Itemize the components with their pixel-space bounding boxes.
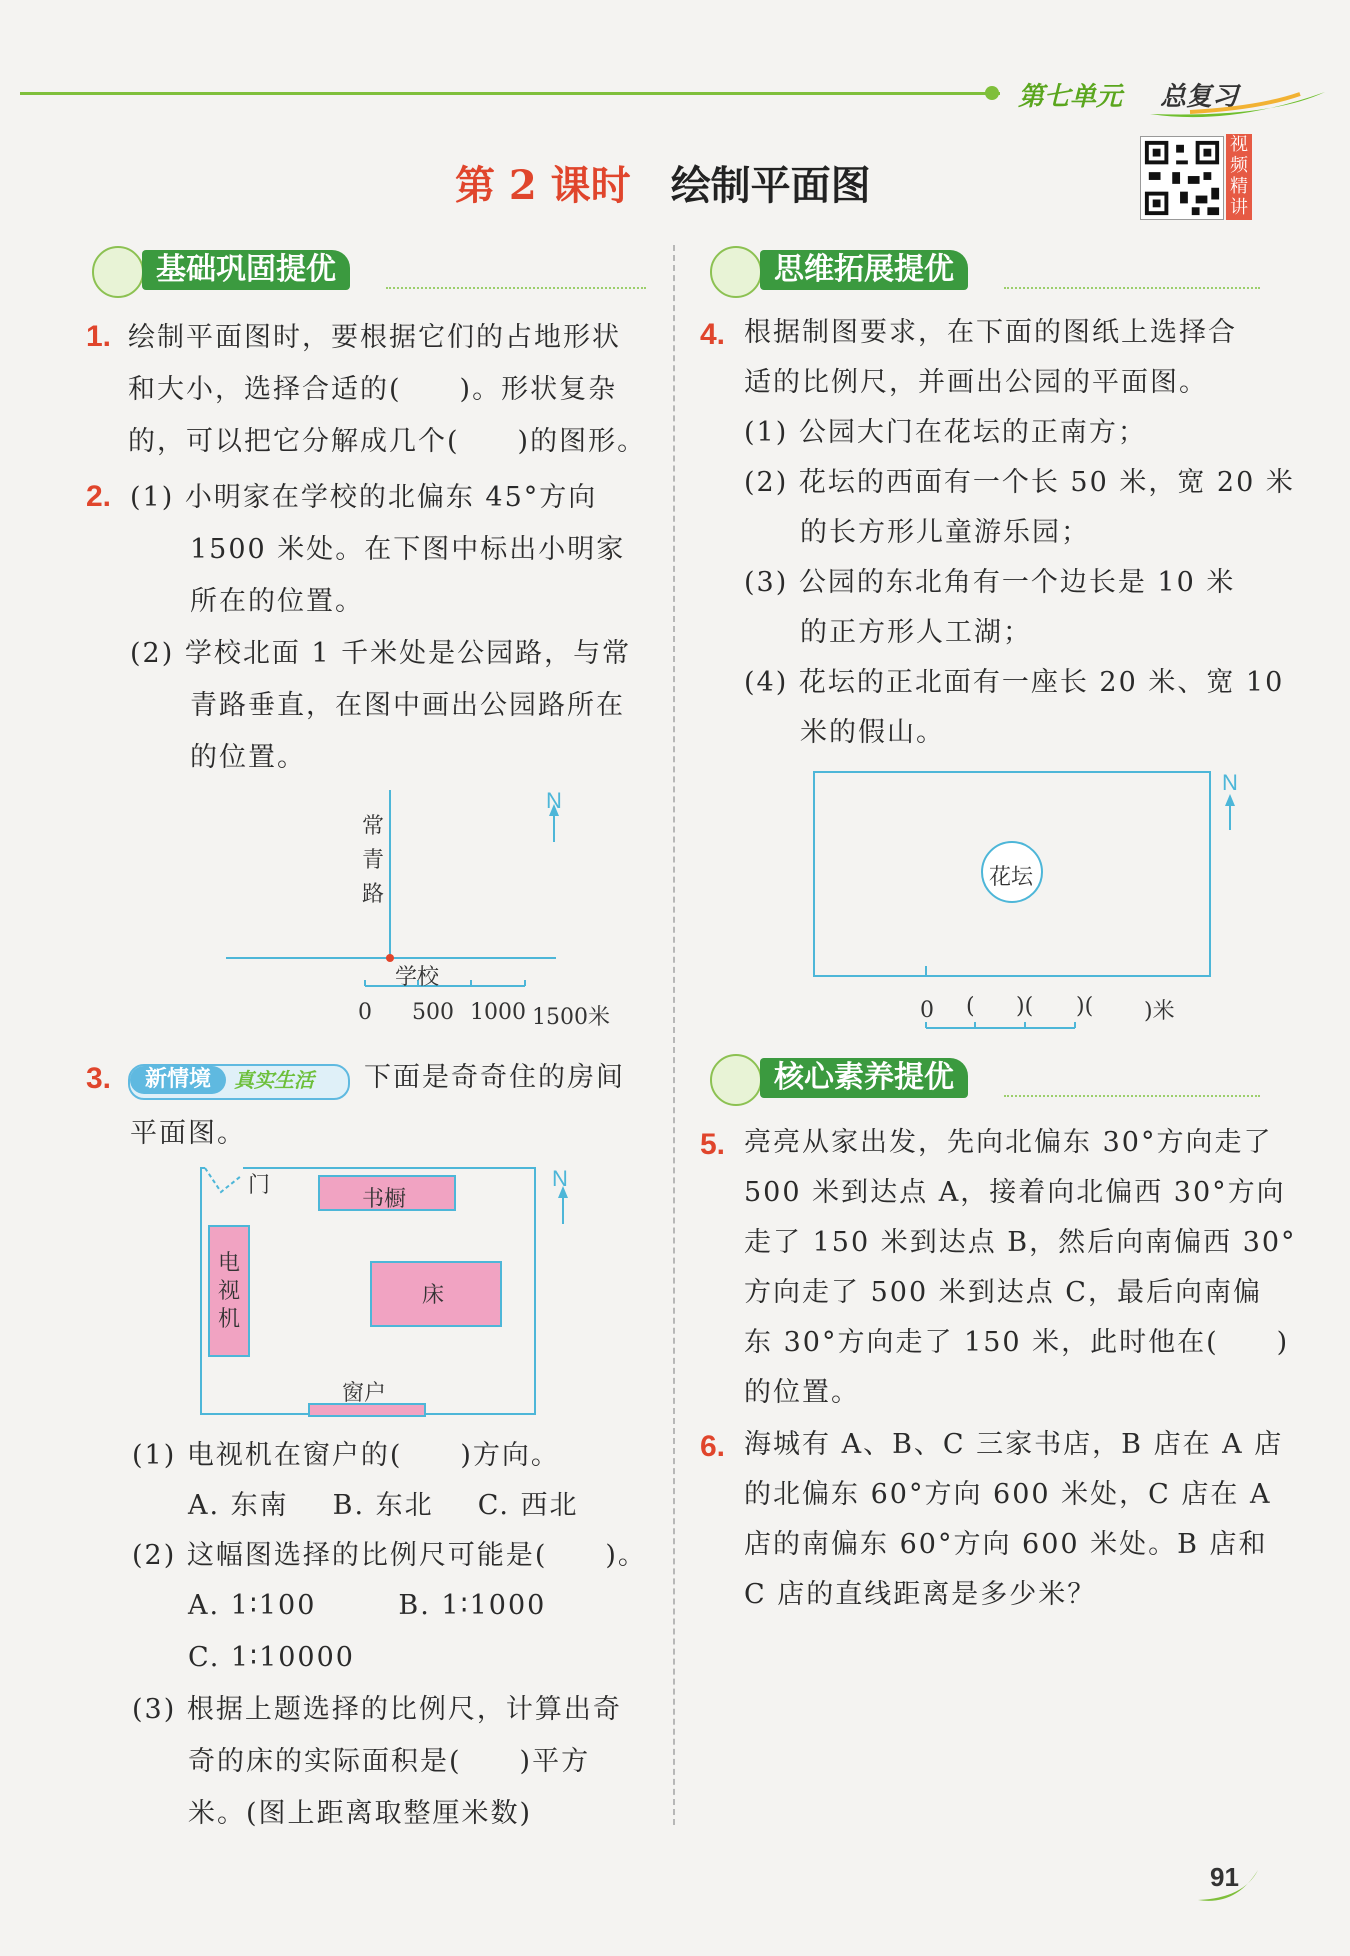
qr-video-tag: 视频精讲 <box>1226 134 1252 220</box>
text-line: 东 30°方向走了 150 米，此时他在( ) <box>744 1327 1290 1358</box>
gear-sprout-icon <box>92 246 144 298</box>
leaf-swoosh-icon <box>1150 88 1340 128</box>
scale-0: 0 <box>920 998 934 1023</box>
text-line: 的北偏东 60°方向 600 米处，C 店在 A <box>744 1479 1272 1510</box>
lesson-number: 第 2 课时 <box>455 162 631 209</box>
question-3-intro-2: 平面图。 <box>130 1118 246 1149</box>
q3-sub-2-options <box>188 1580 546 1632</box>
section-title-thinking: 思维拓展提优 <box>760 250 968 290</box>
school-label: 学校 <box>395 965 440 990</box>
new-context-tag: 新情境 <box>130 1066 226 1094</box>
unit-label: 第七单元 <box>1018 82 1123 112</box>
scale-500: 500 <box>412 1000 454 1025</box>
text-line: 的长方形儿童游乐园； <box>800 517 1090 548</box>
question-number: 5. <box>700 1128 726 1161</box>
text-line: 米的假山。 <box>800 717 945 748</box>
text-line: 的正方形人工湖； <box>800 617 1032 648</box>
sprout-icon <box>710 246 762 298</box>
header-rule <box>20 92 1000 95</box>
text-line: (2) 学校北面 1 千米处是公园路，与常 <box>130 638 632 669</box>
text-line: 1500 米处。在下图中标出小明家 <box>190 534 626 565</box>
trophy-icon <box>710 1054 762 1106</box>
text-line: 米。(图上距离取整厘米数) <box>188 1798 533 1829</box>
section-header-core <box>704 1054 1260 1102</box>
text-line: 和大小，选择合适的( )。形状复杂 <box>128 374 618 405</box>
section-title-basic: 基础巩固提优 <box>142 250 350 290</box>
qr-code[interactable] <box>1140 136 1224 220</box>
question-number: 6. <box>700 1430 726 1463</box>
text-line: 亮亮从家出发，先向北偏东 30°方向走了 <box>744 1127 1273 1158</box>
option-c[interactable]: C. 1∶10000 <box>188 1642 355 1673</box>
park-plan-figure[interactable] <box>810 770 1250 1030</box>
text-line: C 店的直线距离是多少米？ <box>744 1579 1097 1610</box>
lesson-topic: 绘制平面图 <box>670 162 871 209</box>
text-line: 根据制图要求，在下面的图纸上选择合 <box>744 317 1237 348</box>
review-label: 总复习 <box>1160 82 1239 112</box>
q3-sub-2: (2) 这幅图选择的比例尺可能是( )。 <box>132 1540 647 1571</box>
text-line: (1) 小明家在学校的北偏东 45°方向 <box>130 482 598 513</box>
text-line: 走了 150 米到达点 B，然后向南偏西 30° <box>744 1227 1297 1258</box>
q3-sub-3 <box>132 1684 622 1840</box>
scale-blank-4[interactable]: )米 <box>1144 999 1175 1024</box>
question-3-intro-1: 下面是奇奇住的房间 <box>364 1062 625 1093</box>
tv-char: 视 <box>218 1279 241 1304</box>
section-dots <box>386 287 646 289</box>
road-label <box>362 810 384 912</box>
north-label: N <box>1222 770 1238 795</box>
road-char: 路 <box>362 882 385 907</box>
text-line: 方向走了 500 米到达点 C，最后向南偏 <box>744 1277 1262 1308</box>
door-label: 门 <box>248 1173 271 1198</box>
road-char: 常 <box>362 814 385 839</box>
section-header-thinking <box>704 246 1260 294</box>
text-line: (3) 公园的东北角有一个边长是 10 米 <box>744 567 1236 598</box>
question-6 <box>744 1420 1283 1620</box>
window-label: 窗户 <box>342 1381 387 1406</box>
text-line: (2) 花坛的西面有一个长 50 米，宽 20 米 <box>744 467 1295 498</box>
scale-blank-2[interactable]: )( <box>1016 994 1034 1019</box>
leaf-bullet-icon <box>985 86 999 100</box>
flowerbed-label: 花坛 <box>989 865 1034 890</box>
real-life-tag: 真实生活 <box>234 1068 314 1092</box>
text-line: 的位置。 <box>190 742 306 773</box>
tv-char: 机 <box>218 1307 241 1332</box>
text-line: (4) 花坛的正北面有一座长 20 米、宽 10 <box>744 667 1285 698</box>
north-label: N <box>546 788 562 813</box>
road-char: 青 <box>362 848 385 873</box>
question-number: 4. <box>700 318 726 351</box>
option-a[interactable]: A. 1∶100 <box>188 1590 317 1621</box>
question-number: 1. <box>86 320 112 353</box>
text-line: 的，可以把它分解成几个( )的图形。 <box>128 426 647 457</box>
text-line: 海城有 A、B、C 三家书店，B 店在 A 店 <box>744 1429 1284 1460</box>
question-number: 3. <box>86 1062 112 1095</box>
scale-blank-1[interactable]: ( <box>966 994 975 1019</box>
page-title <box>455 154 871 211</box>
option-a[interactable]: A. 东南 <box>188 1490 289 1521</box>
text-line: (1) 公园大门在花坛的正南方； <box>744 417 1147 448</box>
option-c[interactable]: C. 西北 <box>477 1490 579 1521</box>
text-line: 店的南偏东 60°方向 600 米处。B 店和 <box>744 1529 1268 1560</box>
scale-1000: 1000 <box>470 1000 526 1025</box>
column-divider <box>673 245 675 1825</box>
q3-sub-1: (1) 电视机在窗户的( )方向。 <box>132 1440 560 1471</box>
bed-label: 床 <box>422 1283 445 1308</box>
tv-char: 电 <box>218 1251 241 1276</box>
option-b[interactable]: B. 1∶1000 <box>398 1590 547 1621</box>
question-4 <box>744 308 1295 758</box>
text-line: 适的比例尺，并画出公园的平面图。 <box>744 367 1208 398</box>
text-line: 青路垂直，在图中画出公园路所在 <box>190 690 625 721</box>
text-line: 所在的位置。 <box>190 586 364 617</box>
bookcase-label: 书橱 <box>362 1187 407 1212</box>
text-line: (3) 根据上题选择的比例尺，计算出奇 <box>132 1694 622 1725</box>
question-1 <box>128 312 646 468</box>
scale-1500: 1500米 <box>532 1005 610 1030</box>
question-2 <box>130 472 631 784</box>
question-number: 2. <box>86 480 112 513</box>
page-number: 91 <box>1210 1862 1239 1892</box>
section-header-basic <box>86 246 646 294</box>
question-5 <box>744 1118 1297 1418</box>
scale-0: 0 <box>358 1000 372 1025</box>
section-title-core: 核心素养提优 <box>760 1058 968 1098</box>
north-label: N <box>552 1166 568 1191</box>
q3-sub-1-options <box>188 1480 579 1532</box>
section-dots <box>1004 1095 1260 1097</box>
text-line: 500 米到达点 A，接着向北偏西 30°方向 <box>744 1177 1286 1208</box>
text-line: 绘制平面图时，要根据它们的占地形状 <box>128 322 621 353</box>
text-line: 奇的床的实际面积是( )平方 <box>188 1746 591 1777</box>
tv-label <box>218 1250 240 1334</box>
scale-blank-3[interactable]: )( <box>1076 994 1094 1019</box>
section-dots <box>1004 287 1260 289</box>
option-b[interactable]: B. 东北 <box>332 1490 434 1521</box>
text-line: 的位置。 <box>744 1377 860 1408</box>
